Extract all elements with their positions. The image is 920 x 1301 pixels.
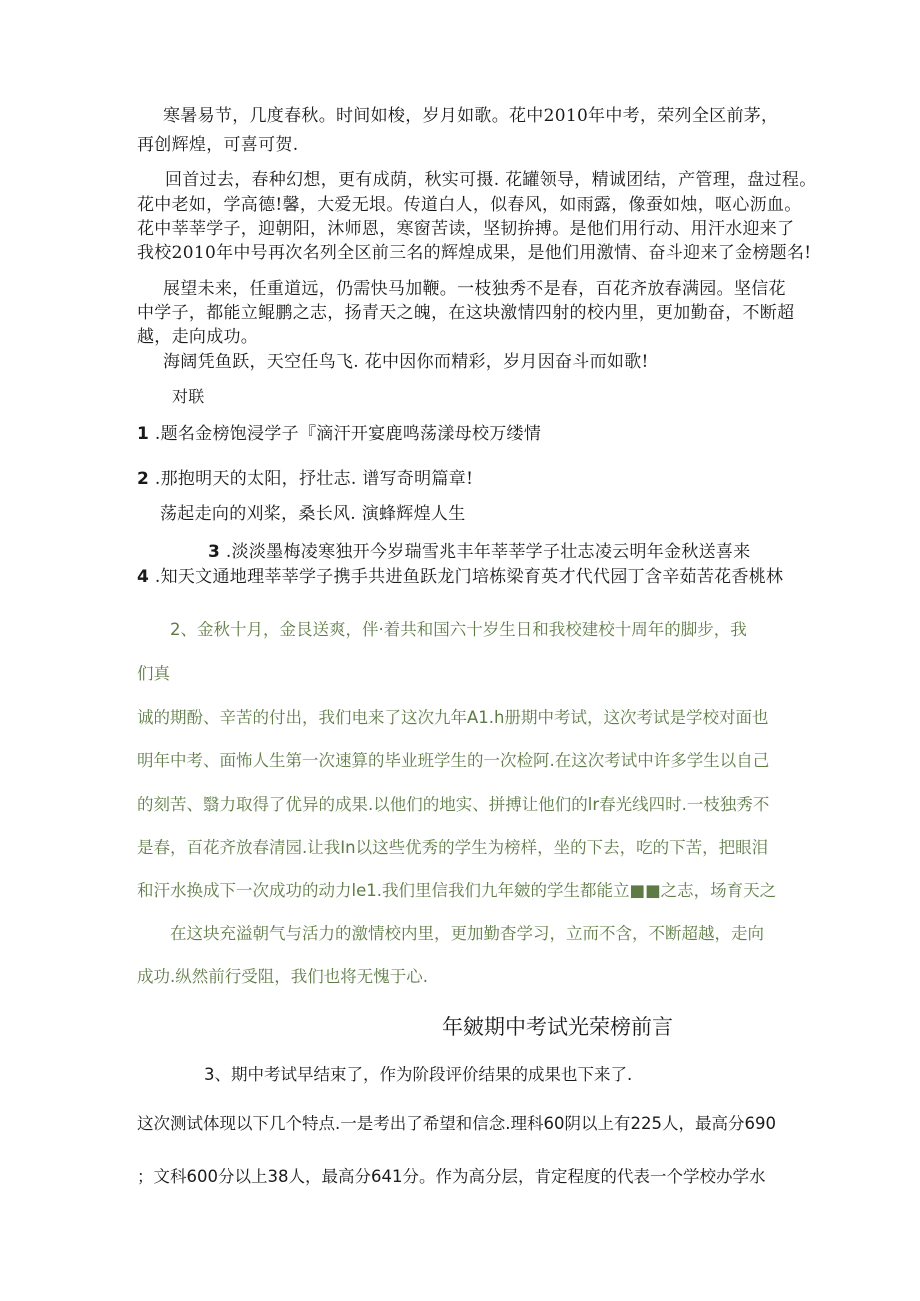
couplet-4-text: .知天文通地理莘莘学子携手共进鱼跃龙门培栋梁育英才代代园丁含辛茹苦花香桃林: [154, 567, 784, 587]
preface-p2-line4: 我校2010年中号再次名列全区前三名的辉煌成果，是他们用激情、奋斗迎来了金榜题名!: [137, 243, 812, 263]
section2-line7: 和汗水换成下一次成功的动力le1.我们里信我们九年皴的学生都能立■■之志，场育天之: [137, 881, 777, 900]
preface-p2-line3: 花中莘莘学子，迎朝阳，沐师恩，寒窗苦读，坚韧拚搏。是他们用行动、用汗水迎来了: [137, 219, 795, 239]
honor-line1: 3、期中考试早结束了，作为阶段评价结果的成果也下来了.: [204, 1065, 633, 1084]
couplet-4-number: 4: [137, 567, 150, 587]
preface-p4: 海阔凭鱼跃，天空任鸟飞. 花中因你而精彩，岁月因奋斗而如歌!: [163, 352, 649, 372]
preface-p3-line2: 中学子，都能立鲲鹏之志，扬青天之魄，在这块激情四射的校内里，更加勤奋，不断超: [137, 303, 795, 323]
honor-line2: 这次测试体现以下几个特点.一是考出了希望和信念.理科60阴以上有225人，最高分690: [137, 1114, 776, 1133]
preface-p2-line2: 花中老如，学高德!馨，大爱无垠。传道白人，似春风，如雨露，像蚕如烛，呕心沥血。: [137, 195, 802, 215]
preface-p2-line1: 回首过去，春种幻想，更有成荫，秋实可摄. 花罐领导，精诚团结，产管理，盘过程。: [165, 170, 817, 190]
couplet-2-number: 2: [137, 469, 150, 489]
couplet-3: [208, 537, 751, 562]
section2-line6: 是春，百花齐放春清园.让我In以这些优秀的学生为榜样，坐的下去，吃的下苦，把眼泪: [137, 838, 769, 857]
section2-line5: 的刻苦、翳力取得了优异的成果.以他们的地实、拼搏让他们的lr春光线四时.一枝独秀不: [137, 795, 770, 814]
couplet-1-text: .题名金榜饱浸学子『滴汗开宴鹿鸣荡漾母校万缕情: [154, 424, 542, 444]
couplet-1: [137, 419, 541, 444]
couplet-2: [137, 464, 473, 489]
section2-line4: 明年中考、面怖人生第一次速算的毕业班学生的一次检阿.在这次考试中许多学生以自己: [137, 751, 770, 770]
couplet-2b-text: 荡起走向的刈桨，桑长风. 演蜂辉煌人生: [160, 504, 466, 524]
preface-p1-line2: 再创辉煌，可喜可贺.: [137, 135, 299, 155]
preface-p3-line3: 越，走向成功。: [137, 327, 259, 347]
couplets-title: 对联: [172, 387, 205, 406]
couplet-2-text: .那抱明天的太阳，抒壮志. 谱写奇明篇章!: [154, 469, 474, 489]
preface-p1-line1: 寒暑易节，几度春秋。时间如梭，岁月如歌。花中2010年中考，荣列全区前茅，: [163, 106, 779, 126]
couplet-3-text: .淡淡墨梅凌寒独开今岁瑞雪兆丰年莘莘学子壮志凌云明年金秋送喜来: [225, 542, 751, 562]
section2-line1: 2、金秋十月，金艮送爽，伴·着共和国六十岁生日和我校建校十周年的脚步，我: [170, 620, 747, 639]
honor-heading: 年皴期中考试光荣榜前言: [442, 1015, 673, 1039]
couplet-4: [137, 562, 783, 587]
section2-line3: 诚的期酚、辛苦的付出，我们电来了这次九年A1.h册期中考试，这次考试是学校对面也: [137, 708, 769, 727]
couplet-3-number: 3: [208, 542, 221, 562]
section2-line9: 成功.纵然前行受阻，我们也将无愧于心.: [137, 967, 428, 986]
couplet-1-number: 1: [137, 424, 150, 444]
preface-p3-line1: 展望未来，任重道远，仍需快马加鞭。一枝独秀不是春，百花齐放春满园。坚信花: [163, 279, 786, 299]
couplet-2b: [160, 499, 466, 524]
section2-line2: 们真: [137, 664, 170, 683]
section2-line8: 在这块充溢朝气与活力的激情校内里，更加勤杳学习，立而不含，不断超越，走向: [170, 924, 764, 943]
honor-line3: ；文科600分以上38人，最高分641分。作为高分层，肯定程度的代表一个学校办学水: [137, 1167, 766, 1186]
